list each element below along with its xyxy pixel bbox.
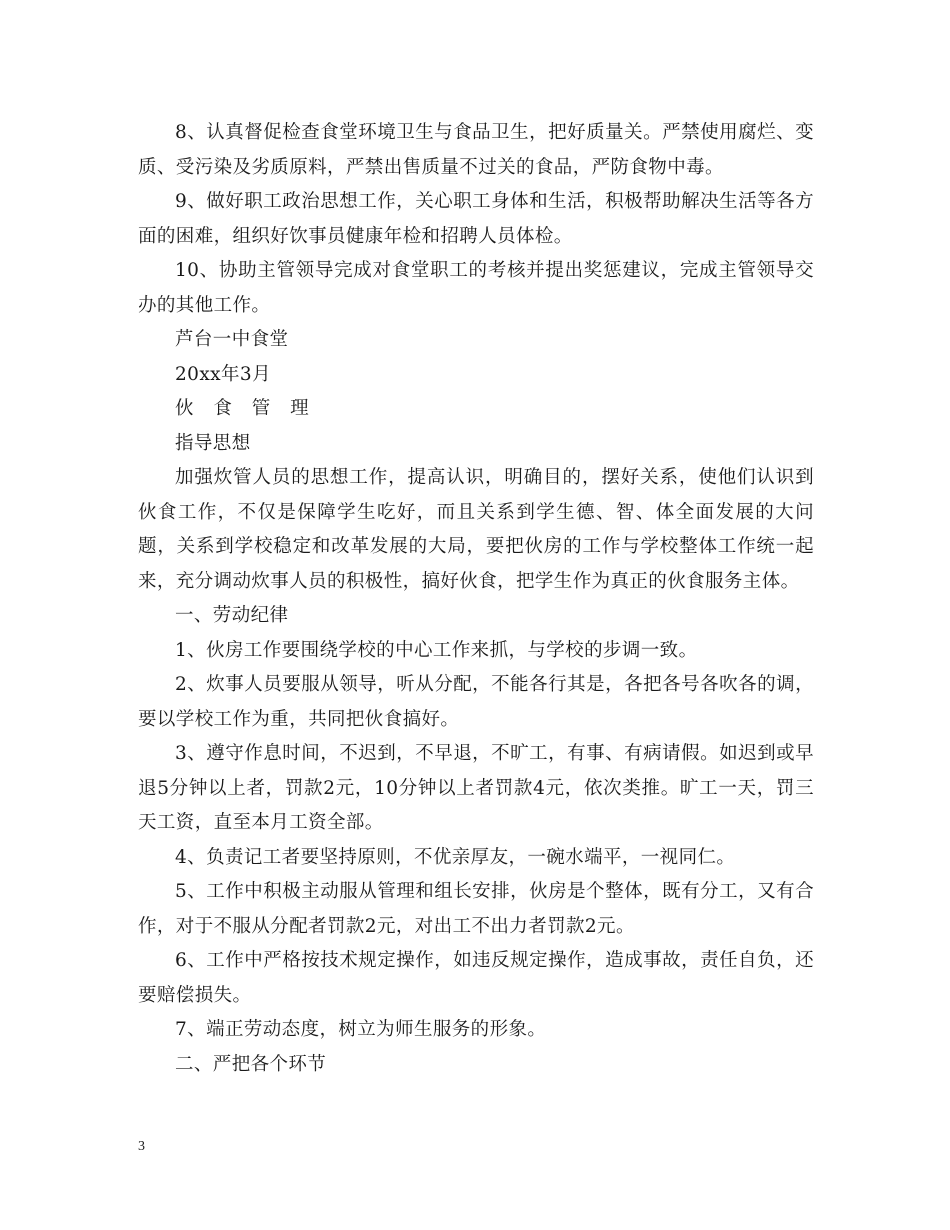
signature-organization: 芦台一中食堂 xyxy=(175,329,289,350)
rule-item-2: 2、炊事人员要服从领导，听从分配，不能各行其是，各把各号各吹各的调，要以学校工作为重，共同把伙食搞好。 xyxy=(138,674,814,730)
paragraph-item-9: 9、做好职工政治思想工作，关心职工身体和生活，积极帮助解决生活等各方面的困难，组织好饮事员健康年检和招聘人员体检。 xyxy=(138,191,814,247)
guiding-paragraph: 加强炊管人员的思想工作，提高认识，明确目的，摆好关系，使他们认识到伙食工作，不仅是保障学生吃好，而且关系到学生德、智、体全面发展的大问题，关系到学校稳定和改革发展的大局，要把伙房的工作与学校整体工作统一起来，充分调动炊事人员的积极性，搞好伙食，把学生作为真正的伙食服务主体。 xyxy=(138,467,814,592)
page-number: 3 xyxy=(138,1139,145,1154)
document-body xyxy=(138,116,814,1082)
paragraph-item-10: 10、协助主管领导完成对食堂职工的考核并提出奖惩建议，完成主管领导交办的其他工作。 xyxy=(138,260,814,316)
rule-item-7: 7、端正劳动态度，树立为师生服务的形象。 xyxy=(175,1019,547,1040)
rule-item-5: 5、工作中积极主动服从管理和组长安排，伙房是个整体，既有分工，又有合作，对于不服从分配者罚款2元，对出工不出力者罚款2元。 xyxy=(138,881,814,937)
section-title: 伙 食 管 理 xyxy=(175,398,316,419)
section-heading-control: 二、严把各个环节 xyxy=(175,1053,327,1075)
rule-item-6: 6、工作中严格按技术规定操作，如违反规定操作，造成事故，责任自负，还要赔偿损失。 xyxy=(138,950,814,1006)
subsection-heading: 指导思想 xyxy=(175,432,251,454)
rule-item-1: 1、伙房工作要围绕学校的中心工作来抓，与学校的步调一致。 xyxy=(175,639,698,661)
section-heading-discipline: 一、劳动纪律 xyxy=(175,605,289,626)
rule-item-4: 4、负责记工者要坚持原则，不优亲厚友，一碗水端平，一视同仁。 xyxy=(175,846,736,868)
signature-date: 20xx年3月 xyxy=(175,363,271,385)
rule-item-3: 3、遵守作息时间，不迟到，不早退，不旷工，有事、有病请假。如迟到或早退5分钟以上者，罚款2元，10分钟以上者罚款4元，依次类推。旷工一天，罚三天工资，直至本月工资全部。 xyxy=(138,743,814,833)
paragraph-item-8: 8、认真督促检查食堂环境卫生与食品卫生，把好质量关。严禁使用腐烂、变质、受污染及劣质原料，严禁出售质量不过关的食品，严防食物中毒。 xyxy=(138,122,814,178)
